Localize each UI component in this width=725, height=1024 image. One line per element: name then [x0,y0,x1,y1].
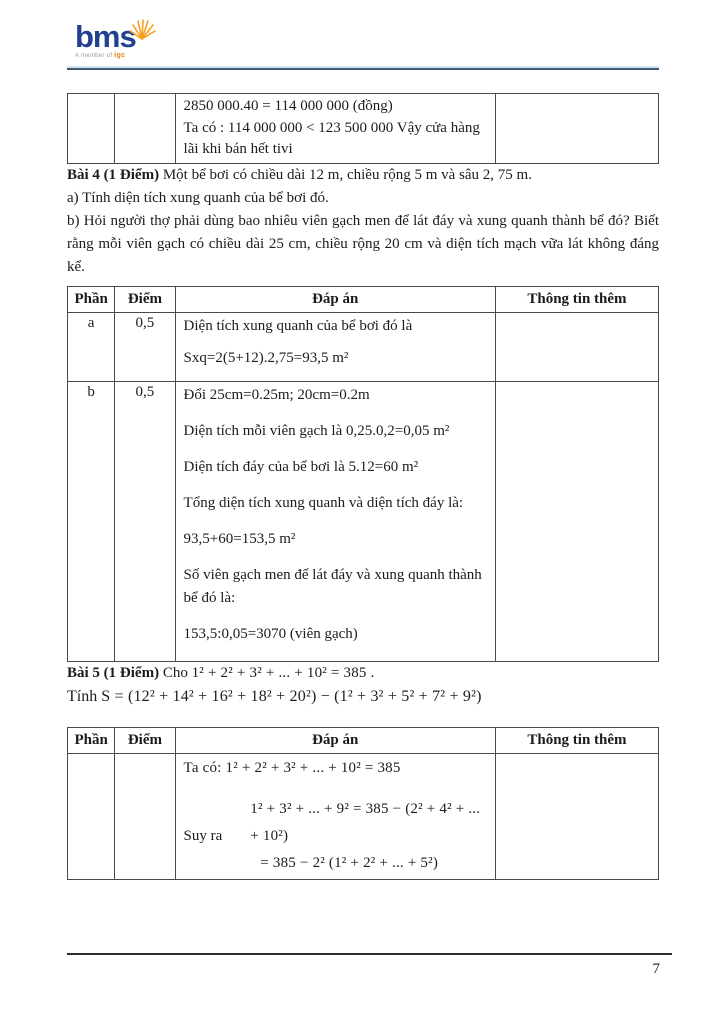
problem5-cho: Cho [162,664,192,681]
logo-tagline [75,52,725,59]
column-header-diem: Điểm [115,727,175,753]
score-cell-empty [115,94,175,164]
tagline-prefix: A member of [75,53,113,59]
answer-line: Diện tích mỗi viên gạch là 0,25.0,2=0,05 m² [183,422,450,439]
page-footer [67,953,672,978]
answer-line: Sxq=2(5+12).2,75=93,5 m² [183,349,349,366]
answer-line: 153,5:0,05=3070 (viên gạch) [183,625,358,642]
part-cell-empty [68,94,115,164]
problem4-part-a: a) Tính diện tích xung quanh của bể bơi đó. [67,189,329,206]
score-cell-empty [115,753,175,879]
answer-line: Diện tích đáy của bể bơi là 5.12=60 m² [183,458,419,475]
column-header-thongtin: Thông tin thêm [495,286,658,312]
problem4-intro [67,164,659,187]
extra-info-cell-empty [495,381,658,661]
problem4-text: Một bể bơi có chiều dài 12 m, chiều rộng 5 m và sâu 2, 75 m. [162,166,532,183]
table-row-b [68,381,659,661]
tinh-prefix: Tính [67,687,98,705]
answer-line: Diện tích xung quanh của bể bơi đó là [183,317,413,334]
equation-line: = 385 − 2² (1² + 2² + ... + 5²) [260,854,439,871]
column-header-diem: Điểm [115,286,175,312]
answer-cell [175,312,495,381]
problem4-label: Bài 4 (1 Điểm) [67,166,163,183]
answer-cell [175,381,495,661]
table-row-a [68,312,659,381]
answer-line: Số viên gạch men để lát đáy và xung quanh thành bể đó là: [183,566,482,606]
problem5-s-formula: S = (12² + 14² + 16² + 18² + 20²) − (1² + 3² + 5² + 7² + 9²) [101,687,482,705]
part-cell-empty [68,753,115,879]
answer-cell [175,94,495,164]
answer-line: 2850 000.40 = 114 000 000 (đồng) [183,98,393,114]
score-cell: 0,5 [115,312,175,381]
answer-line: lãi khi bán hết tivi [183,141,293,157]
column-header-thongtin: Thông tin thêm [495,727,658,753]
extra-info-cell-empty [495,312,658,381]
top-answer-table [67,93,659,164]
bms-logo: bms [75,19,136,54]
answer-cell [175,753,495,879]
page-header [75,19,725,64]
suy-ra-block [184,796,487,877]
part-cell: a [68,312,115,381]
table-row [68,94,659,164]
part-cell: b [68,381,115,661]
table-header-row [68,286,659,312]
igc-logo: igc [114,52,126,59]
answer-line: Ta có: 1² + 2² + 3² + ... + 10² = 385 [183,759,401,776]
problem5-label: Bài 5 (1 Điểm) [67,664,163,681]
table-row [68,753,659,879]
equation-line: 1² + 3² + ... + 9² = 385 − (2² + 4² + ... + 10²) [250,800,481,844]
extra-info-cell-empty [495,94,658,164]
column-header-phan: Phần [68,286,115,312]
column-header-dapan: Đáp án [175,286,495,312]
extra-info-cell-empty [495,753,658,879]
column-header-dapan: Đáp án [175,727,495,753]
problem5-question [67,685,659,708]
problem5-intro [67,662,659,685]
problem5-given-formula: 1² + 2² + 3² + ... + 10² = 385 . [191,664,375,681]
answer-line: Đổi 25cm=0.25m; 20cm=0.2m [183,386,370,403]
answer-line: Ta có : 114 000 000 < 123 500 000 Vậy cửa hàng [183,119,480,136]
score-cell: 0,5 [115,381,175,661]
bai5-answer-table [67,727,659,880]
answer-line: 93,5+60=153,5 m² [183,530,296,547]
document-content [67,93,659,880]
bai4-answer-table [67,286,659,662]
page-number: 7 [652,961,660,977]
header-divider [67,66,659,70]
footer-divider [67,953,672,955]
table-header-row [68,727,659,753]
answer-line: Tổng diện tích xung quanh và diện tích đáy là: [183,494,464,511]
sun-rays-icon [127,19,157,46]
equation-stack [250,796,487,877]
column-header-phan: Phần [68,727,115,753]
suy-ra-label: Suy ra [183,827,223,844]
problem4-part-b: b) Hỏi người thợ phải dùng bao nhiêu viên gạch men để lát đáy và xung quanh thành bể đó? Biết rằng mỗi viên gạch có chiều dài 25 cm, chiều rộng 20 cm và diện tích mạch vữa lát không đáng kể. [67,212,659,275]
